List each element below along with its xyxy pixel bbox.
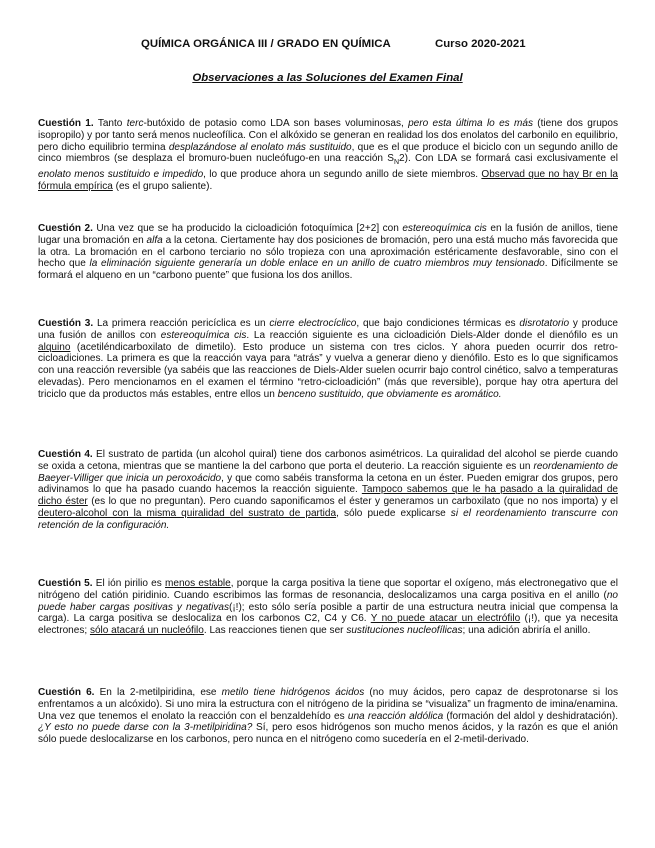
paragraph-text: (es lo que no preguntan). Pero cuando saponificamos el éster y generamos un carboxilato (que no nos importa) y el <box>87 496 618 508</box>
paragraph-text: , que bajo condiciones térmicas es <box>356 318 520 329</box>
underlined-text: Y no puede atacar un electrófilo <box>370 613 521 625</box>
paragraph-text: En la 2-metilpiridina, ese <box>94 687 222 698</box>
paragraph-text: Sí, pero esos hidrógenos son mucho menos ácidos, y la razón es que el anión sólo puede deslocalizarse en los carbonos, pero nunca en el nitrógeno como sucedería en el 2-metil-derivado. <box>38 722 618 746</box>
question-paragraph-4 <box>38 449 618 532</box>
question-paragraph-5 <box>38 578 618 637</box>
italic-text: enolato menos sustituido e impedido <box>38 169 204 181</box>
course-year: Curso 2020-2021 <box>435 38 526 50</box>
italic-text: estereoquímica cis <box>160 329 247 341</box>
italic-text: estereoquímica cis <box>402 223 487 234</box>
document-subtitle: Observaciones a las Soluciones del Examen Final <box>192 72 463 84</box>
question-paragraph-2 <box>38 223 618 282</box>
paragraph-text: (¡!); esto sólo sería posible a partir de una estructura neutra inicial que compensa la carga). La carga positiva se deslocaliza en los carbonos C2, C4 y C6. <box>38 601 618 625</box>
question-paragraph-3 <box>38 318 618 401</box>
italic-text: ¿Y esto no puede darse con la 3-metilpiridina? <box>38 722 253 734</box>
italic-text: disrotatorio <box>519 318 570 329</box>
question-label: Cuestión 3. <box>38 318 94 329</box>
paragraph-text: , sólo puede explicarse <box>336 507 451 519</box>
italic-text: alfa <box>146 234 163 246</box>
paragraph-text: . Difícilmente se formará el alqueno en un “carbono puente” que fusiona los dos anillos. <box>38 258 618 282</box>
paragraph-text: El ión pirilio es <box>92 578 165 589</box>
paragraph-text: (es el grupo saliente). <box>112 180 213 192</box>
underlined-text: sólo atacará un nucleófilo <box>89 625 204 637</box>
italic-text: terc <box>126 118 144 129</box>
paragraph-text: 2). Con LDA se formará casi exclusivamente el <box>399 153 619 165</box>
question-paragraph-1 <box>38 118 618 193</box>
paragraph-text: , y que como sabéis transforma la cetona en un éster. Pueden emigrar dos grupos, pero adivinamos lo que ha pasado cuando hacemos la reacción siguiente. <box>38 472 619 496</box>
question-label: Cuestión 6. <box>38 687 95 698</box>
italic-text: benceno sustituido, que obviamente es aromático. <box>277 388 502 400</box>
italic-text: sustituciones nucleofílicas <box>346 625 463 637</box>
paragraph-text: ; una adición abriría el anillo. <box>462 625 591 637</box>
paragraph-text: a la cetona. Ciertamente hay dos posiciones de bromación, pero una está mucho más favorecida que la otra. La bromación en el carbono terciario no sólo tropieza con una aproximación estéricamente desfavorable, sino con el hecho que <box>38 234 619 270</box>
paragraph-text: N <box>393 159 400 167</box>
underlined-text: menos estable <box>164 578 231 589</box>
italic-text: reordenamiento de Baeyer-Villiger que inicia un peroxoácido <box>38 460 619 484</box>
paragraph-text: La primera reacción pericíclica es un <box>93 318 270 329</box>
underlined-text: Tampoco sabemos que le ha pasado a la quiralidad de dicho éster <box>38 484 618 508</box>
paragraph-text: (acetiléndicarboxilato de dimetilo). Esto produce un sistema con tres ciclos. Y ahora pueden ocurrir dos retro-cicloadiciones. La primera es que la reacción vaya para “atrás” y vuelva a generar dieno y dienófilo. Esto es lo que significamos con una reacción reversible (ya sabéis que las reacciones de Diels-Alder suelen ocurrir bajo control cinético, salvo a temperaturas elevadas). Pero mencionamos en el examen el término “retro-cicloadición” (más que reversible), porque hay otra apertura del triciclo que da productos más estables, entre ellos un <box>38 341 618 400</box>
italic-text: si el reordenamiento transcurre con retención de la configuración. <box>38 507 618 531</box>
course-title: QUÍMICA ORGÁNICA III / GRADO EN QUÍMICA <box>141 38 391 50</box>
paragraph-text: . Las reacciones tienen que ser <box>203 625 347 637</box>
question-label: Cuestión 4. <box>38 449 93 460</box>
italic-text: metilo tiene hidrógenos ácidos <box>221 687 365 698</box>
paragraph-text: Tanto <box>93 118 127 129</box>
paragraph-text: (¡!), que ya necesita electrones; <box>38 613 618 637</box>
underlined-text: deutero-alcohol con la misma quiralidad del sustrato de partida <box>38 507 337 519</box>
paragraph-text: Una vez que se ha producido la cicloadición fotoquímica [2+2] con <box>92 223 403 234</box>
question-paragraph-6 <box>38 687 618 746</box>
paragraph-text: , lo que produce ahora un segundo anillo de siete miembros. <box>203 169 482 181</box>
italic-text: la eliminación siguiente generaría un doble enlace en un anillo de cuatro miembros muy tensionado <box>89 258 545 270</box>
paragraph-text: El sustrato de partida (un alcohol quiral) tiene dos carbonos asimétricos. La quiralidad del alcohol se pierde cuando se oxida a cetona, mientras que se mantiene la del carbono que porta el deuterio. La reacción siguiente es un <box>38 449 618 472</box>
italic-text: desplazándose al enolato más sustituido <box>168 141 352 153</box>
italic-text: no puede haber cargas positivas y negativas <box>38 589 618 613</box>
italic-text: pero esta última lo es más <box>408 118 533 129</box>
paragraph-text: (formación del aldol y deshidratación). <box>443 710 619 722</box>
question-label: Cuestión 1. <box>38 118 94 129</box>
paragraph-text: y produce una fusión de anillos con <box>38 318 619 341</box>
document-header <box>0 38 655 54</box>
paragraph-text: , porque la carga positiva la tiene que soportar el oxígeno, más electronegativo que el nitrógeno del catión piridinio. Cuando escribimos las formas de resonancia, deslocalizamos una carga positiva en el anillo ( <box>38 578 618 601</box>
question-label: Cuestión 2. <box>38 223 93 234</box>
underlined-text: Observad que no hay Br en la fórmula empírica <box>38 169 618 192</box>
paragraph-text: (tiene dos grupos isopropilo) y por tanto será menos nucleofílica. Con el alkóxido se generan en realidad los dos enolatos del carbonilo en equilibrio, pero dicho equilibrio termina <box>38 118 618 153</box>
underlined-text: alquino <box>38 341 71 353</box>
paragraph-text: (no muy ácidos, pero capaz de desprotonarse si los enfrentamos a un alcóxido). Si uno mira la estructura con el nitrógeno de la piridina se “visualiza” un fragmento de imina/enamina. Una vez que tenemos el enolato la reacción con el benzaldehído es <box>38 687 619 722</box>
paragraph-text: , que es el que produce el biciclo con un segundo anillo de cinco miembros (se desplaza el bromuro-buen nucleófugo-en una reacción S <box>38 141 618 165</box>
paragraph-text: -butóxido de potasio como LDA son bases voluminosas, <box>143 118 409 129</box>
paragraph-text: . La reacción siguiente es una cicloadición Diels-Alder donde el dienófilo es un <box>246 329 618 341</box>
question-label: Cuestión 5. <box>38 578 93 589</box>
italic-text: cierre electrocíclico <box>269 318 357 329</box>
paragraph-text: en la fusión de anillos, tiene lugar una bromación en <box>38 223 618 246</box>
italic-text: una reacción aldólica <box>347 710 444 722</box>
